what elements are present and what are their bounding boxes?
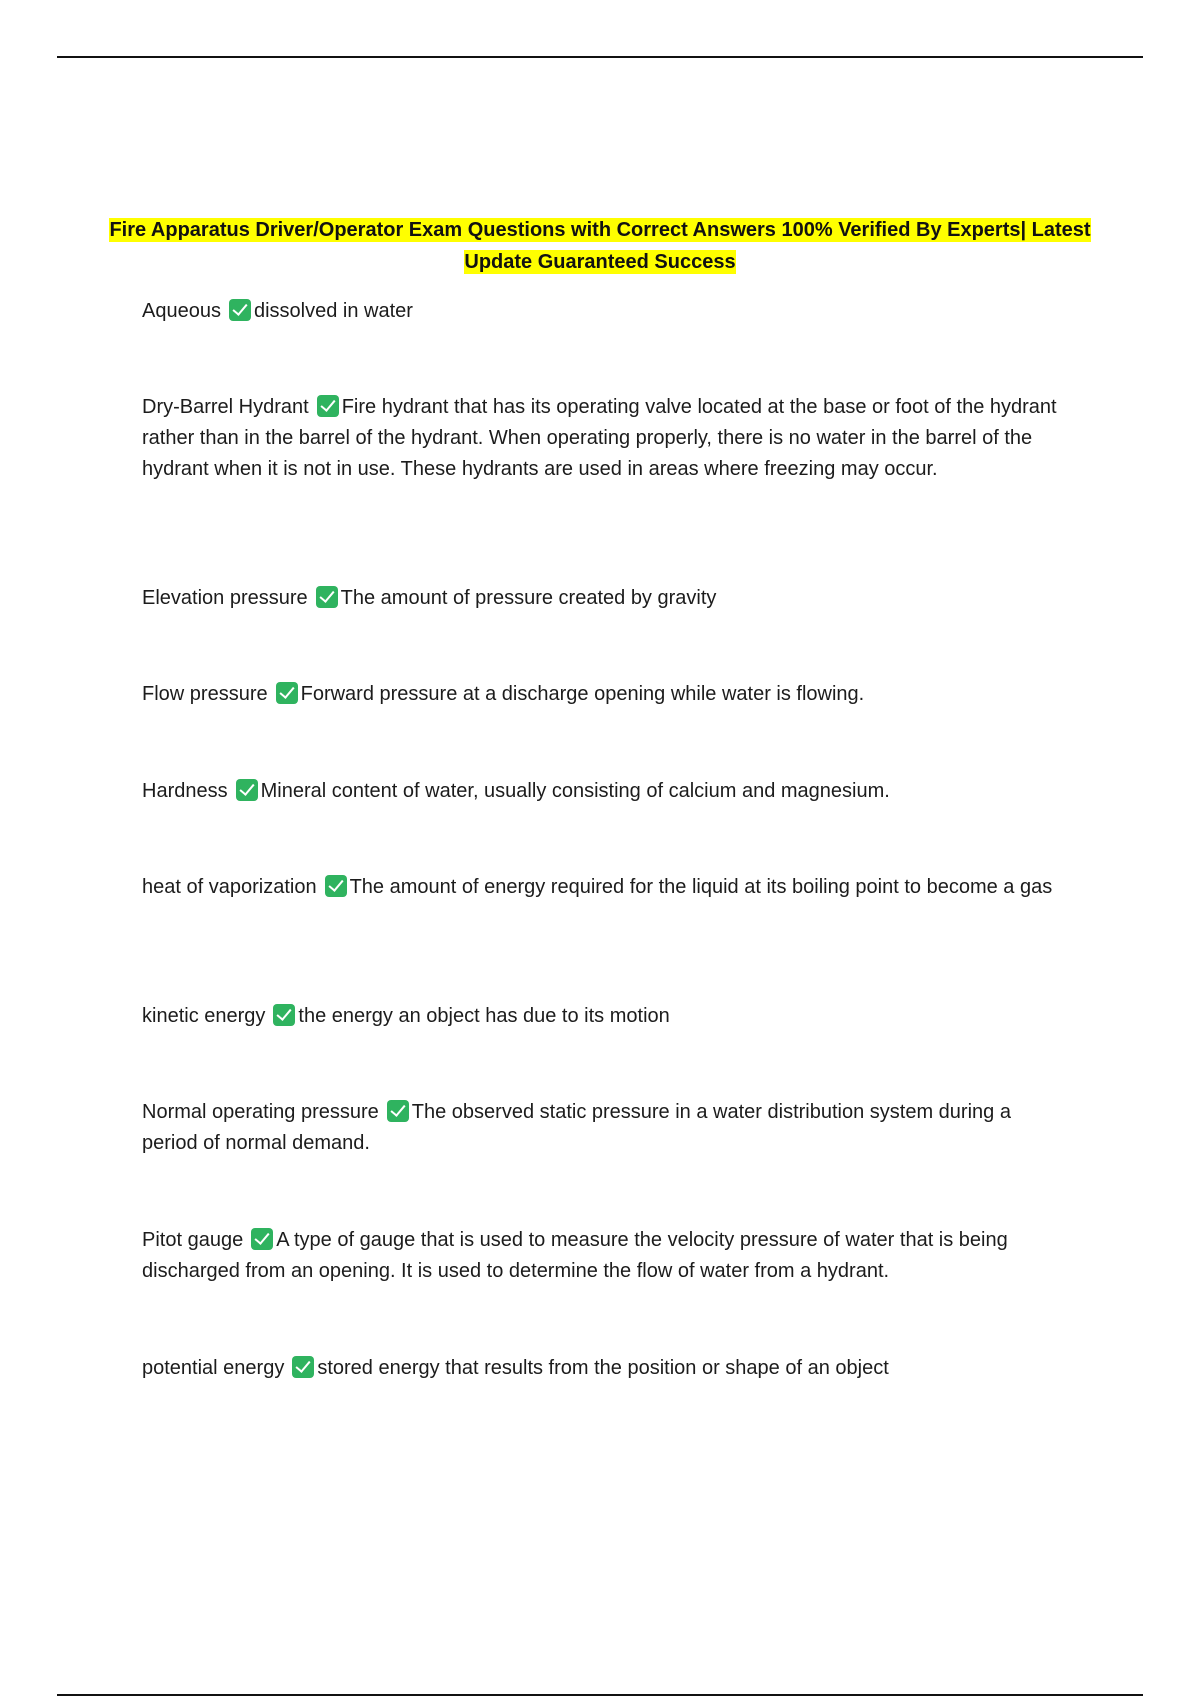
check-mark-icon	[273, 1004, 295, 1026]
entry-term: Elevation pressure	[142, 587, 308, 609]
check-mark-icon	[236, 779, 258, 801]
entry-kinetic-energy	[142, 1001, 1062, 1032]
check-mark-icon	[229, 299, 251, 321]
entry-definition: The amount of energy required for the liquid at its boiling point to become a gas	[349, 876, 1053, 898]
entry-definition: A type of gauge that is used to measure the velocity pressure of water that is being discharged from an opening. It is used to determine the flow of water from a hydrant.	[142, 1229, 1008, 1282]
check-mark-icon	[387, 1100, 409, 1122]
entry-term: kinetic energy	[142, 1005, 266, 1027]
entry-definition: The amount of pressure created by gravity	[340, 587, 717, 609]
entry-hardness	[142, 776, 1062, 807]
entry-term: Dry-Barrel Hydrant	[142, 396, 309, 418]
document-title	[100, 214, 1100, 278]
check-mark-icon	[251, 1228, 273, 1250]
entry-term: Pitot gauge	[142, 1229, 244, 1251]
entry-potential-energy	[142, 1353, 1062, 1384]
check-mark-icon	[325, 875, 347, 897]
entry-definition: Mineral content of water, usually consisting of calcium and magnesium.	[260, 780, 890, 802]
entry-definition: Forward pressure at a discharge opening while water is flowing.	[300, 683, 865, 705]
entry-term: Normal operating pressure	[142, 1101, 379, 1123]
entry-definition: stored energy that results from the position or shape of an object	[317, 1357, 889, 1379]
entry-flow-pressure	[142, 679, 1062, 710]
entry-term: potential energy	[142, 1357, 285, 1379]
entry-normal-operating-pressure	[142, 1097, 1062, 1159]
entry-term: Hardness	[142, 780, 228, 802]
entry-aqueous	[142, 296, 1062, 327]
check-mark-icon	[292, 1356, 314, 1378]
entry-definition: the energy an object has due to its motion	[298, 1005, 670, 1027]
document-title-text: Fire Apparatus Driver/Operator Exam Questions with Correct Answers 100% Verified By Experts| Latest Update Guaranteed Success	[109, 219, 1091, 273]
entry-pitot-gauge	[142, 1225, 1062, 1287]
entry-dry-barrel-hydrant	[142, 392, 1062, 485]
entry-definition: The observed static pressure in a water distribution system during a period of normal demand.	[142, 1101, 1011, 1154]
entry-term: Flow pressure	[142, 683, 268, 705]
top-divider	[57, 56, 1143, 58]
check-mark-icon	[276, 682, 298, 704]
entry-definition: Fire hydrant that has its operating valve located at the base or foot of the hydrant rather than in the barrel of the hydrant. When operating properly, there is no water in the barrel of the hydrant when it is not in use. These hydrants are used in areas where freezing may occur.	[142, 396, 1057, 480]
entry-definition: dissolved in water	[253, 300, 413, 322]
entry-term: Aqueous	[142, 300, 221, 322]
bottom-divider	[57, 1694, 1143, 1696]
check-mark-icon	[316, 586, 338, 608]
entry-heat-of-vaporization	[142, 872, 1062, 903]
check-mark-icon	[317, 395, 339, 417]
entry-term: heat of vaporization	[142, 876, 317, 898]
entry-elevation-pressure	[142, 583, 1062, 614]
